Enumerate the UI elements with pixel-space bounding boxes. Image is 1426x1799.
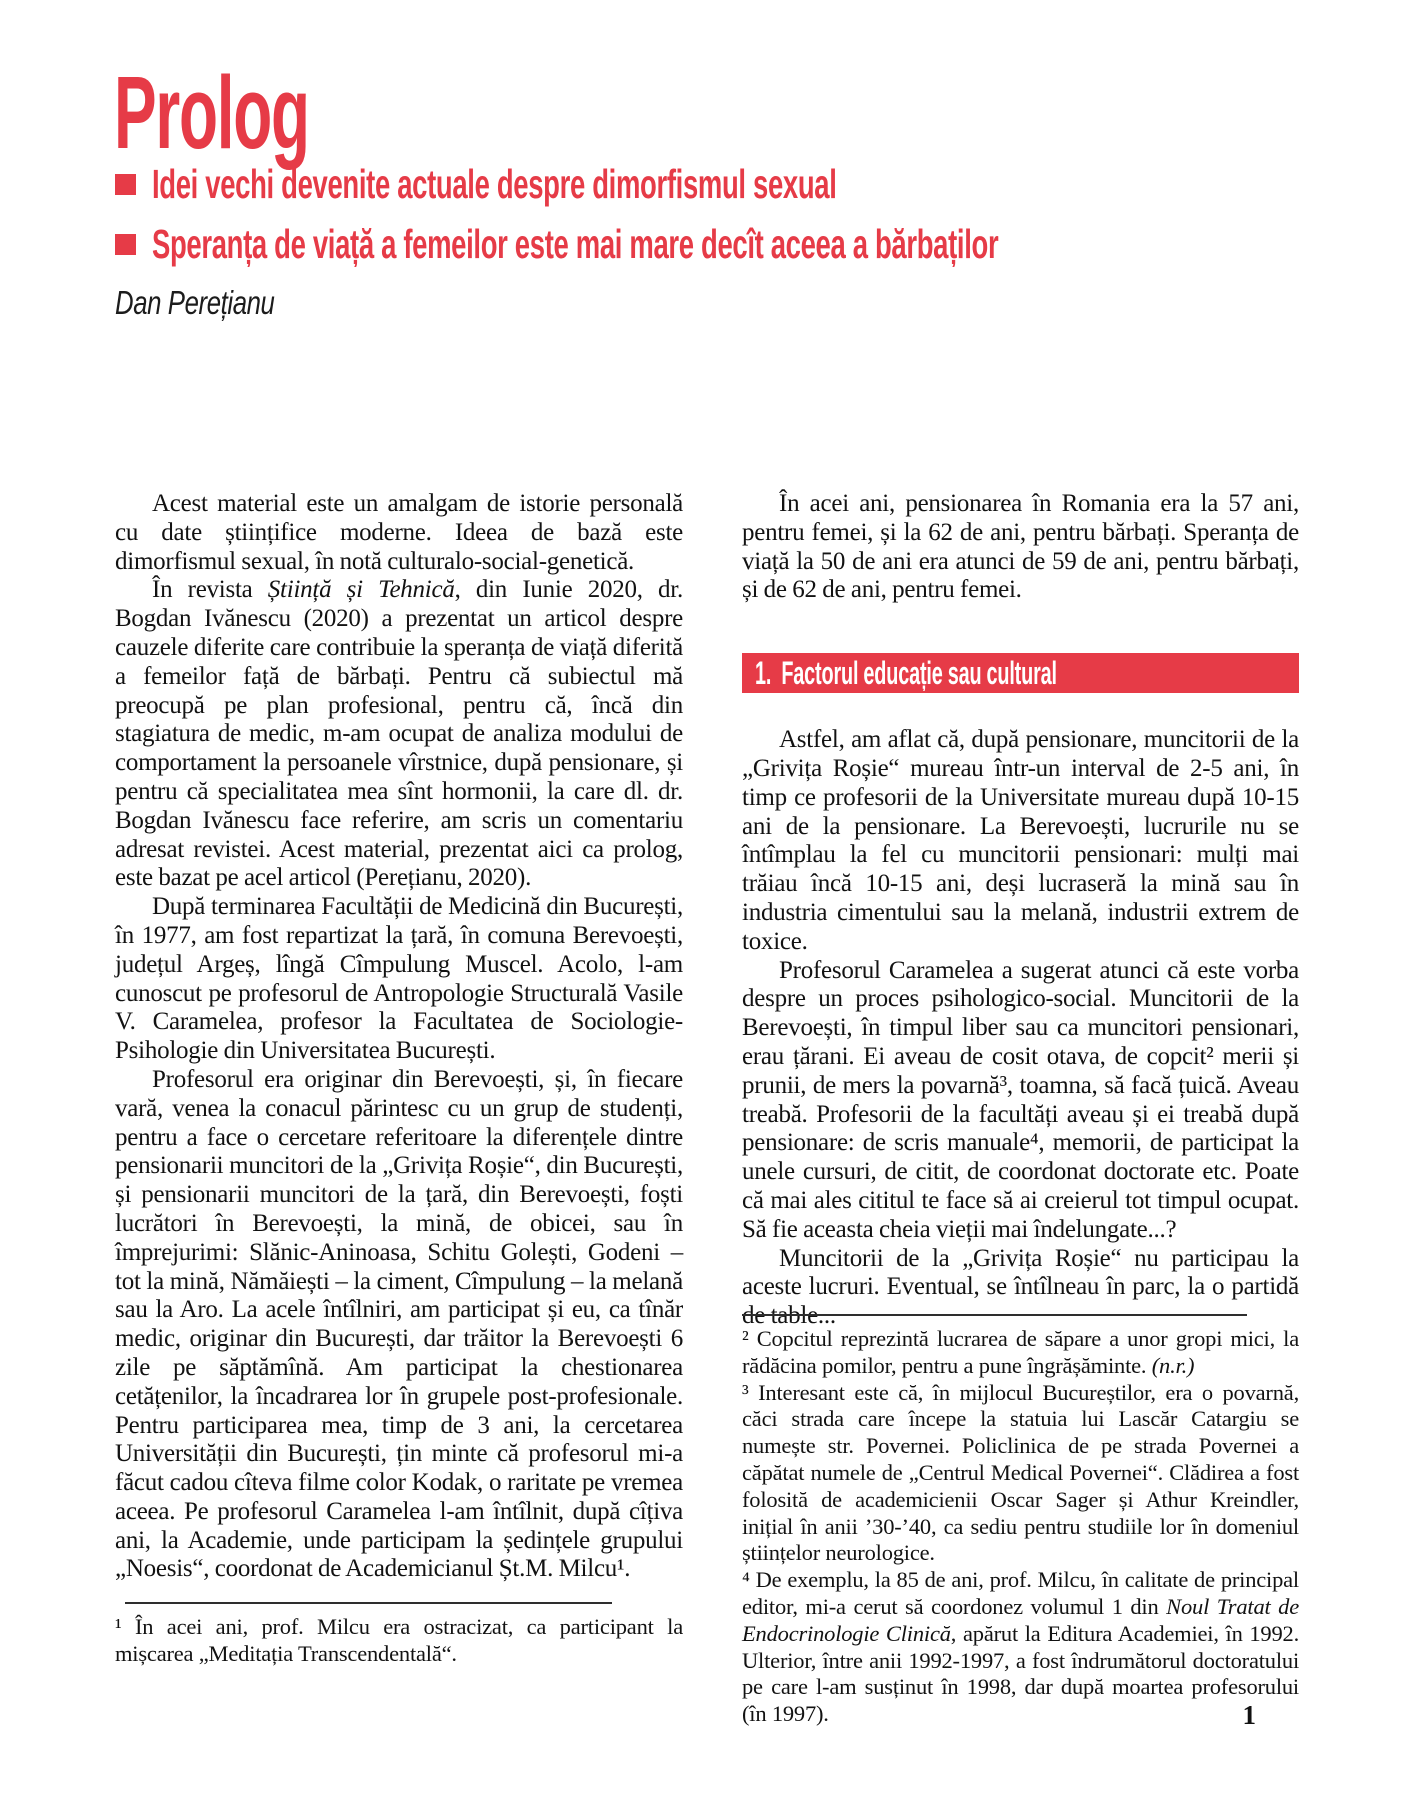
section-heading: 1. Factorul educație sau cultural — [755, 655, 1057, 692]
page-number: 1 — [1242, 1700, 1256, 1730]
body-paragraph: Astfel, am aflat că, după pensionare, muncitorii de la „Grivița Roșie“ mureau într-un interval de 2-5 ani, în timp ce profesorii de la Universitate mureau după 10-15 ani de la pensionare. La Berevoești, lucrurile nu se întîmplau la fel cu muncitorii pensionari: mulți mai trăiau încă 10-15 ani, deși lucraseră la mină sau în industria cimentului sau la melană, industrii extrem de toxice. — [742, 726, 1299, 955]
subtitle-text: Idei vechi devenite actuale despre dimorfismul sexual — [152, 161, 837, 207]
bullet-square-icon — [115, 174, 136, 195]
author-name-text: Dan Perețianu — [115, 284, 275, 321]
page-title — [114, 55, 428, 170]
section-heading-bar — [742, 653, 1299, 693]
body-paragraph: În revista Știință și Tehnică, din Iunie 2020, dr. Bogdan Ivănescu (2020) a prezentat un articol despre cauzele diferite care contribuie la speranța de viață diferită a femeilor față de bărbați. Pentru că subiectul mă preocupă pe plan profesional, pentru că, încă din stagiatura de medic, m-am ocupat de analiza modului de comportament la persoanele vîrstnice, după pensionare, și pentru că specialitatea mea sînt hormonii, la care dl. dr. Bogdan Ivănescu face referire, am scris un comentariu adresat revistei. Acest material, prezentat aici ca prolog, este bazat pe acel articol (Perețianu, 2020). — [115, 576, 683, 892]
body-paragraph: Profesorul era originar din Berevoești, și, în fiecare vară, venea la conacul părintesc cu un grup de studenți, pentru a face o cercetare referitoare la diferențele dintre pensionarii muncitori de la „Grivița Roșie“, din București, și pensionarii muncitori de la țară, din Berevoești, foști lucrători în Berevoești, la mină, de obicei, sau în împrejurimi: Slănic-Aninoasa, Schitu Golești, Godeni – tot la mină, Nămăiești – la ciment, Cîmpulung – la melană sau la Aro. La acele întîlniri, am participat și eu, ca tînăr medic, originar din București, dar trăitor la Berevoești 6 zile pe săptămînă. Am participat la chestionarea cetățenilor, la încadrarea lor în grupele post-profesionale. Pentru participarea mea, timp de 3 ani, la cercetarea Universității din București, țin minte că profesorul mi-a făcut cadou cîteva filme color Kodak, o raritate pe vremea aceea. Pe profesorul Caramelea l-am întîlnit, după cîțiva ani, la Academie, unde participam la ședințele grupului „Noesis“, coordonat de Academicianul Șt.M. Milcu¹. — [115, 1065, 683, 1583]
subtitle-row-1 — [115, 162, 1174, 206]
subtitle-text: Speranța de viață a femeilor este mai mare decît aceea a bărbaților — [152, 221, 999, 267]
footnote: ⁴ De exemplu, la 85 de ani, prof. Milcu, în calitate de principal editor, mi-a cerut să coordonez volumul 1 din Noul Tratat de Endocrinologie Clinică, apărut la Editura Academiei, în 1992. Ulterior, între anii 1992-1997, a fost îndrumătorul doctoratului pe care l-am susținut în 1998, dar după moartea profesorului (în 1997). — [742, 1567, 1300, 1727]
left-column — [115, 490, 683, 1584]
body-paragraph: În acei ani, pensionarea în Romania era la 57 ani, pentru femei, și la 62 de ani, pentru bărbați. Speranța de viață la 50 de ani era atunci de 59 de ani, pentru bărbați, și de 62 de ani, pentru femei. — [742, 490, 1299, 604]
right-footnotes — [742, 1314, 1299, 1728]
body-paragraph: Acest material este un amalgam de istorie personală cu date științifice moderne. Ideea de bază este dimorfismul sexual, în notă culturalo-social-genetică. — [115, 490, 683, 575]
left-footnotes — [115, 1602, 683, 1668]
footnote-separator — [125, 1602, 612, 1604]
bullet-square-icon — [115, 234, 136, 255]
body-paragraph: Profesorul Caramelea a sugerat atunci că este vorba despre un proces psihologico-social. Muncitorii de la Berevoești, în timpul liber sau ca muncitori pensionari, erau țărani. Ei aveau de cosit otava, de copcit² merii și prunii, de mers la povarnă³, toamna, să facă țuică. Aveau treabă. Profesorii de la facultăți aveau și ei treabă după pensionare: de scris manuale⁴, memorii, de participat la unele cursuri, de citit, de coordonat doctorate etc. Poate că mai ales cititul te face să ai creierul tot timpul ocupat. Să fie aceasta cheia vieții mai îndelungate...? — [742, 956, 1299, 1243]
body-paragraph: Muncitorii de la „Grivița Roșie“ nu participau la aceste lucruri. Eventual, se întîlneau în parc, la o partidă de table... — [742, 1244, 1299, 1330]
footnote: ³ Interesant este că, în mijlocul Bucureștilor, era o povarnă, căci strada care începe la statuia lui Lascăr Catargiu se numește str. Povernei. Policlinica de pe strada Povernei a căpătat numele de „Centrul Medical Povernei“. Clădirea a fost folosită de academicienii Oscar Sager și Athur Kreindler, inițial în anii ’30-’40, ca sediu pentru studiile lor în domeniul științelor neurologice. — [742, 1379, 1299, 1566]
footnote-separator — [742, 1314, 1247, 1316]
author-name — [115, 283, 319, 323]
footnote: ¹ În acei ani, prof. Milcu era ostracizat, ca participant la mișcarea „Meditația Transcendentală“. — [115, 1614, 683, 1666]
right-column — [742, 490, 1299, 1331]
body-paragraph: După terminarea Facultății de Medicină din București, în 1977, am fost repartizat la țară, în comuna Berevoești, județul Argeș, lîngă Cîmpulung Muscel. Acolo, l-am cunoscut pe profesorul de Antropologie Structurală Vasile V. Caramelea, profesor la Facultatea de Sociologie-Psihologie din Universitatea București. — [115, 893, 683, 1065]
footnote: ² Copcitul reprezintă lucrarea de săpare a unor gropi mici, la rădăcina pomilor, pentru a pune îngrășăminte. (n.r.) — [742, 1326, 1299, 1378]
subtitle-row-2 — [115, 222, 1415, 266]
page-title-text: Prolog — [114, 55, 309, 170]
